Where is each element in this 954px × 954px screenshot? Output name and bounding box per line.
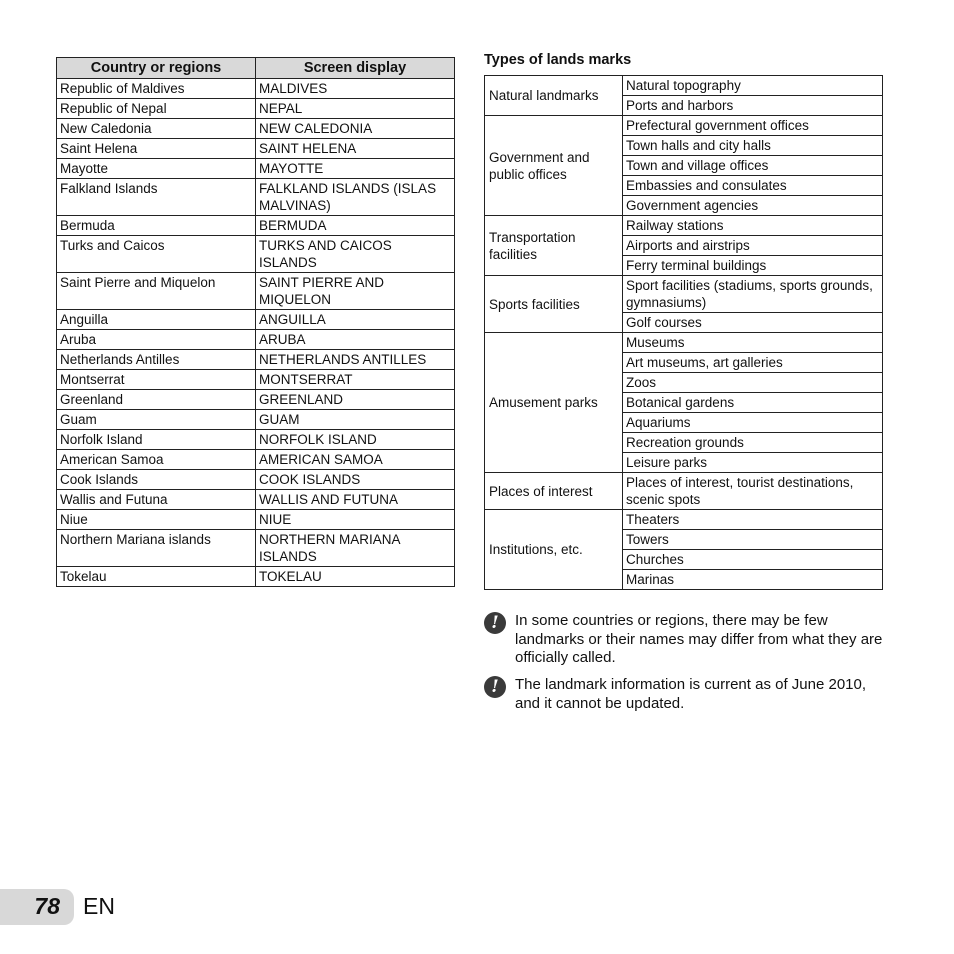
landmark-category-cell: Places of interest <box>485 473 623 510</box>
country-cell: Aruba <box>57 330 256 350</box>
landmark-item-cell: Zoos <box>623 373 883 393</box>
screen-display-cell: FALKLAND ISLANDS (ISLAS MALVINAS) <box>256 179 455 216</box>
country-cell: Niue <box>57 510 256 530</box>
landmark-category-cell: Natural landmarks <box>485 76 623 116</box>
country-cell: Guam <box>57 410 256 430</box>
table-row <box>57 236 455 273</box>
screen-display-cell: SAINT HELENA <box>256 139 455 159</box>
screen-display-cell: MALDIVES <box>256 79 455 99</box>
landmark-item-cell: Theaters <box>623 510 883 530</box>
landmark-item-cell: Botanical gardens <box>623 393 883 413</box>
screen-display-cell: ANGUILLA <box>256 310 455 330</box>
table-row <box>57 530 455 567</box>
screen-display-cell: MONTSERRAT <box>256 370 455 390</box>
landmark-category-cell: Transportation facilities <box>485 216 623 276</box>
table-row <box>57 430 455 450</box>
screen-display-cell: NORTHERN MARIANA ISLANDS <box>256 530 455 567</box>
screen-display-cell: ARUBA <box>256 330 455 350</box>
country-screen-display-table <box>56 57 455 587</box>
table-row <box>57 490 455 510</box>
landmark-item-cell: Ports and harbors <box>623 96 883 116</box>
column-header-country: Country or regions <box>57 58 256 79</box>
landmark-item-cell: Government agencies <box>623 196 883 216</box>
table-row <box>57 216 455 236</box>
country-cell: Cook Islands <box>57 470 256 490</box>
landmark-item-cell: Golf courses <box>623 313 883 333</box>
column-header-screen-display: Screen display <box>256 58 455 79</box>
landmark-item-cell: Town halls and city halls <box>623 136 883 156</box>
landmark-item-cell: Ferry terminal buildings <box>623 256 883 276</box>
country-cell: Netherlands Antilles <box>57 350 256 370</box>
country-cell: Turks and Caicos <box>57 236 256 273</box>
country-cell: Saint Pierre and Miquelon <box>57 273 256 310</box>
country-cell: Greenland <box>57 390 256 410</box>
landmark-item-cell: Railway stations <box>623 216 883 236</box>
table-row <box>57 179 455 216</box>
landmark-item-cell: Prefectural government offices <box>623 116 883 136</box>
screen-display-cell: TOKELAU <box>256 567 455 587</box>
country-cell: Falkland Islands <box>57 179 256 216</box>
table-row <box>57 390 455 410</box>
table-row <box>485 116 883 136</box>
landmark-types-table <box>484 75 883 590</box>
landmark-item-cell: Embassies and consulates <box>623 176 883 196</box>
table-row <box>57 510 455 530</box>
table-row <box>57 450 455 470</box>
landmark-item-cell: Churches <box>623 550 883 570</box>
screen-display-cell: NORFOLK ISLAND <box>256 430 455 450</box>
page-number-tab <box>0 889 74 925</box>
landmark-item-cell: Sport facilities (stadiums, sports grounds, gymnasiums) <box>623 276 883 313</box>
screen-display-cell: BERMUDA <box>256 216 455 236</box>
table-row <box>57 139 455 159</box>
landmark-item-cell: Leisure parks <box>623 453 883 473</box>
landmark-category-cell: Government and public offices <box>485 116 623 216</box>
country-cell: Saint Helena <box>57 139 256 159</box>
landmark-category-cell: Institutions, etc. <box>485 510 623 590</box>
landmark-item-cell: Aquariums <box>623 413 883 433</box>
table-row <box>57 159 455 179</box>
country-cell: Anguilla <box>57 310 256 330</box>
warning-icon: ! <box>484 612 506 634</box>
landmark-item-cell: Town and village offices <box>623 156 883 176</box>
table-row <box>57 370 455 390</box>
screen-display-cell: NETHERLANDS ANTILLES <box>256 350 455 370</box>
table-row <box>485 333 883 353</box>
country-cell: American Samoa <box>57 450 256 470</box>
note-text: In some countries or regions, there may be few landmarks or their names may differ from what they are officially called. <box>515 612 883 666</box>
table-header-row <box>57 58 455 79</box>
country-cell: Republic of Maldives <box>57 79 256 99</box>
landmark-category-cell: Amusement parks <box>485 333 623 473</box>
table-row <box>57 350 455 370</box>
landmark-category-cell: Sports facilities <box>485 276 623 333</box>
table-row <box>485 216 883 236</box>
country-cell: Northern Mariana islands <box>57 530 256 567</box>
screen-display-cell: MAYOTTE <box>256 159 455 179</box>
screen-display-cell: GUAM <box>256 410 455 430</box>
table-row <box>485 473 883 510</box>
landmark-item-cell: Art museums, art galleries <box>623 353 883 373</box>
table-row <box>57 273 455 310</box>
table-row <box>57 99 455 119</box>
country-cell: Norfolk Island <box>57 430 256 450</box>
screen-display-cell: COOK ISLANDS <box>256 470 455 490</box>
screen-display-cell: AMERICAN SAMOA <box>256 450 455 470</box>
country-cell: Wallis and Futuna <box>57 490 256 510</box>
landmark-item-cell: Museums <box>623 333 883 353</box>
table-row <box>57 119 455 139</box>
page-number: 78 <box>34 893 60 919</box>
table-row <box>57 330 455 350</box>
screen-display-cell: TURKS AND CAICOS ISLANDS <box>256 236 455 273</box>
screen-display-cell: NEW CALEDONIA <box>256 119 455 139</box>
language-label: EN <box>83 893 115 919</box>
country-cell: Montserrat <box>57 370 256 390</box>
screen-display-cell: NIUE <box>256 510 455 530</box>
table-row <box>57 310 455 330</box>
screen-display-cell: SAINT PIERRE AND MIQUELON <box>256 273 455 310</box>
table-row <box>57 410 455 430</box>
country-cell: Bermuda <box>57 216 256 236</box>
landmark-item-cell: Natural topography <box>623 76 883 96</box>
table-row <box>57 79 455 99</box>
table-row <box>57 567 455 587</box>
country-cell: Mayotte <box>57 159 256 179</box>
note-landmark-info-date <box>484 676 884 713</box>
landmark-item-cell: Marinas <box>623 570 883 590</box>
note-text: The landmark information is current as of June 2010, and it cannot be updated. <box>515 676 867 712</box>
screen-display-cell: GREENLAND <box>256 390 455 410</box>
landmark-types-heading: Types of lands marks <box>484 52 632 68</box>
country-cell: Republic of Nepal <box>57 99 256 119</box>
landmark-item-cell: Recreation grounds <box>623 433 883 453</box>
warning-icon: ! <box>484 676 506 698</box>
table-row <box>485 276 883 313</box>
screen-display-cell: WALLIS AND FUTUNA <box>256 490 455 510</box>
country-cell: Tokelau <box>57 567 256 587</box>
screen-display-cell: NEPAL <box>256 99 455 119</box>
table-row <box>485 510 883 530</box>
landmark-item-cell: Towers <box>623 530 883 550</box>
table-row <box>57 470 455 490</box>
table-row <box>485 76 883 96</box>
note-few-landmarks <box>484 612 884 668</box>
landmark-item-cell: Airports and airstrips <box>623 236 883 256</box>
landmark-item-cell: Places of interest, tourist destinations, scenic spots <box>623 473 883 510</box>
country-cell: New Caledonia <box>57 119 256 139</box>
